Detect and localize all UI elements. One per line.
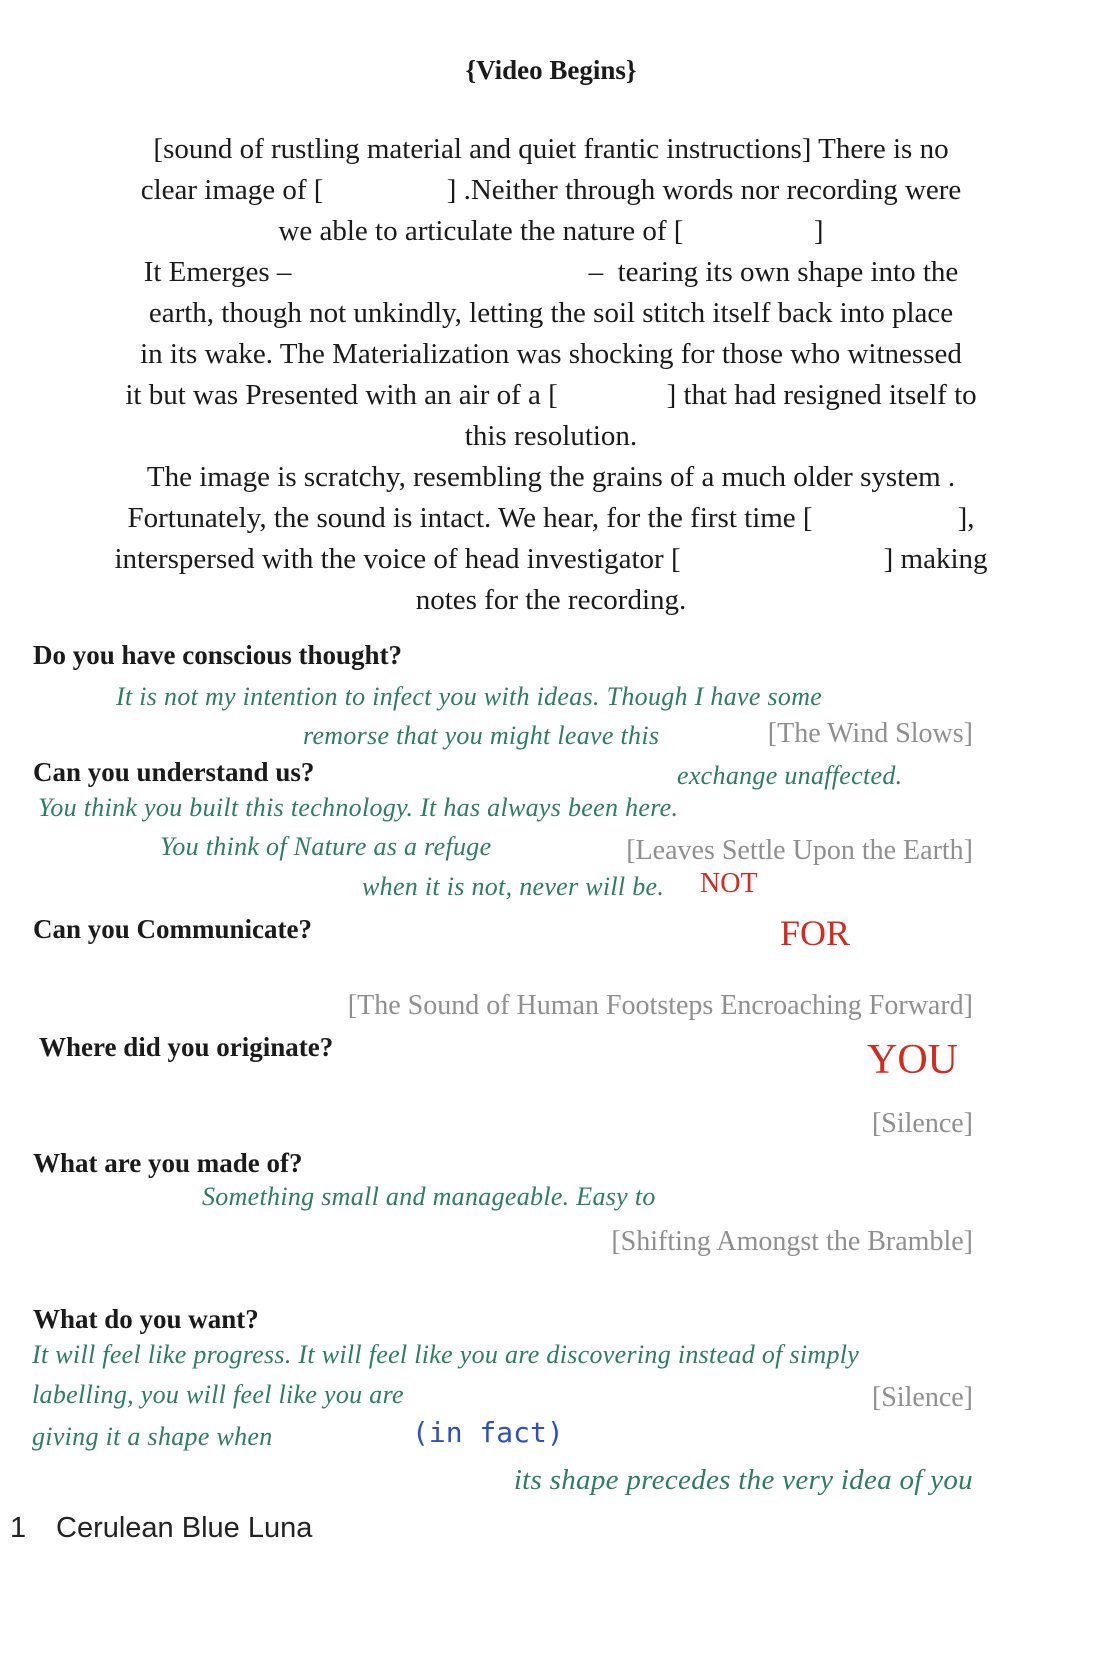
response-line: It will feel like progress. It will feel like you are discovering instead of simply: [32, 1340, 860, 1369]
intro-line: interspersed with the voice of head investigator [ ] making: [114, 543, 988, 575]
accent-you: YOU: [867, 1037, 958, 1083]
response-line: Something small and manageable. Easy to: [202, 1182, 656, 1211]
intro-line: Fortunately, the sound is intact. We hear, for the first time [ ],: [127, 502, 975, 534]
response-line: You think you built this technology. It has always been here.: [38, 793, 679, 822]
intro-line: it but was Presented with an air of a [ ] that had resigned itself to: [125, 379, 977, 411]
page-title: {Video Begins}: [465, 55, 637, 85]
sound-cue: [Silence]: [871, 1382, 973, 1413]
intro-line: The image is scratchy, resembling the grains of a much older system .: [146, 461, 956, 493]
accent-in-fact: (in fact): [412, 1416, 564, 1449]
response-line: labelling, you will feel like you are: [32, 1380, 404, 1409]
accent-for: FOR: [780, 913, 851, 953]
question-conscious-thought: Do you have conscious thought?: [33, 640, 403, 670]
intro-line: clear image of [ ] .Neither through words nor recording were: [140, 174, 962, 206]
intro-line: [sound of rustling material and quiet frantic instructions] There is no: [153, 133, 949, 165]
page-number: 1: [10, 1512, 27, 1544]
question-want: What do you want?: [33, 1304, 259, 1334]
author-name: Cerulean Blue Luna: [56, 1512, 313, 1544]
response-line: its shape precedes the very idea of you: [513, 1464, 973, 1496]
response-line: exchange unaffected.: [677, 761, 903, 790]
sound-cue: [The Wind Slows]: [767, 718, 973, 749]
intro-paragraph: [0, 129, 1102, 621]
response-line: It is not my intention to infect you with ideas. Though I have some: [116, 682, 823, 711]
response-line: giving it a shape when: [32, 1422, 273, 1451]
intro-line: in its wake. The Materialization was shocking for those who witnessed: [140, 338, 962, 370]
intro-line: earth, though not unkindly, letting the soil stitch itself back into place: [148, 297, 954, 329]
intro-line: It Emerges – – tearing its own shape into the: [143, 256, 959, 288]
sound-cue: [Shifting Amongst the Bramble]: [611, 1226, 973, 1257]
sound-cue: [The Sound of Human Footsteps Encroaching Forward]: [347, 990, 973, 1021]
sound-cue: [Silence]: [871, 1108, 973, 1139]
question-originate: Where did you originate?: [39, 1032, 334, 1062]
question-understand-us: Can you understand us?: [33, 757, 315, 787]
sound-cue: [Leaves Settle Upon the Earth]: [626, 835, 973, 866]
response-line: when it is not, never will be.: [362, 872, 665, 901]
intro-line: notes for the recording.: [415, 584, 687, 616]
accent-not: NOT: [700, 868, 758, 899]
response-line: You think of Nature as a refuge: [160, 832, 492, 861]
intro-line: this resolution.: [464, 420, 638, 452]
question-made-of: What are you made of?: [33, 1148, 303, 1178]
intro-line: we able to articulate the nature of [ ]: [278, 215, 824, 247]
question-communicate: Can you Communicate?: [33, 914, 313, 944]
response-line: remorse that you might leave this: [303, 721, 660, 750]
